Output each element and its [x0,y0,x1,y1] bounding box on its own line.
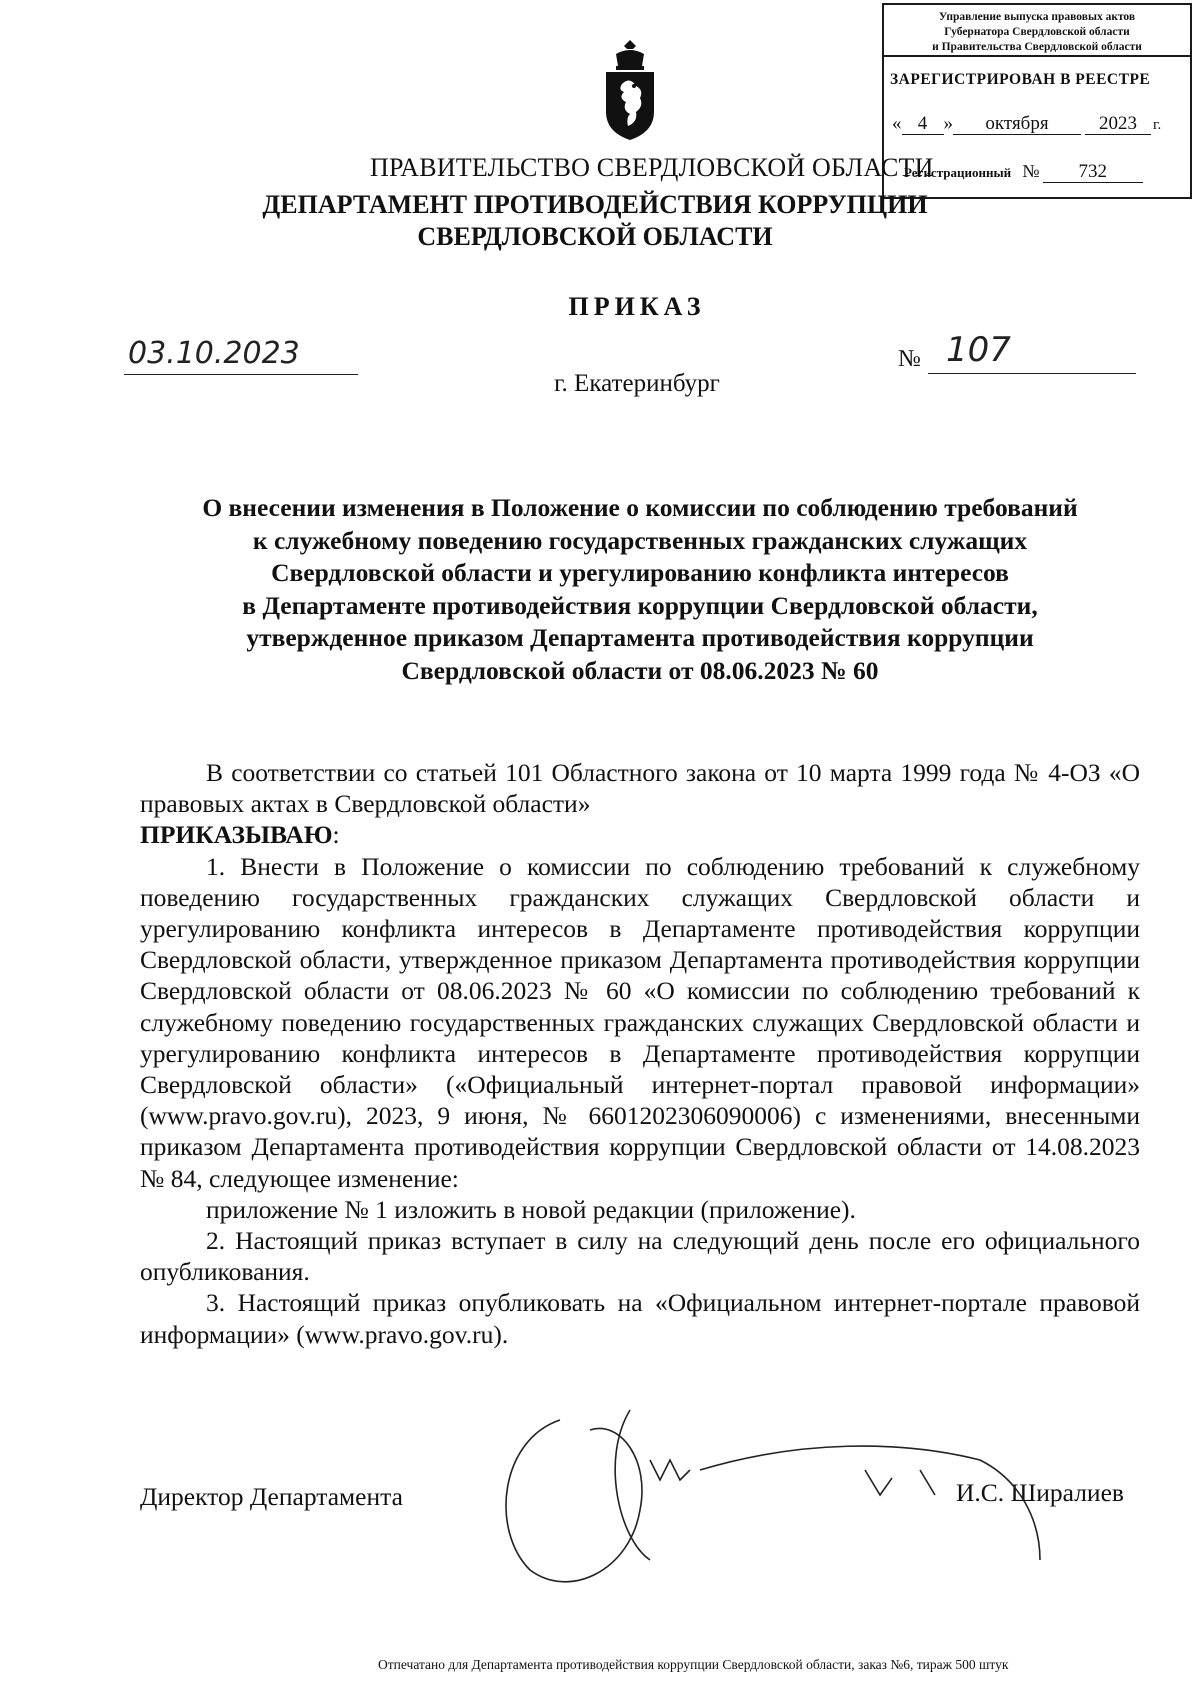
handwritten-signature [480,1400,1080,1600]
title-line: в Департаменте противодействия коррупции Свердловской области, [242,590,1038,620]
stamp-year: 2023 [1085,114,1151,135]
preamble: В соответствии со статьей 101 Областного закона от 10 марта 1999 года № 4-ОЗ «О правовых актах в Свердловской области» [140,758,1140,819]
print-info-footer: Отпечатано для Департамента противодействия коррупции Свердловской области, заказ №6, тираж 500 штук [378,1657,1009,1672]
item-1-sub: приложение № 1 изложить в новой редакции (приложение). [206,1194,856,1224]
signatory-name: И.С. Ширалиев [956,1478,1124,1507]
order-colon: : [332,820,340,850]
order-number: 107 [946,330,1011,370]
stamp-quote-close: » [943,113,953,134]
stamp-date-row [892,113,1190,135]
order-number-sign: № [898,346,921,372]
stamp-year-suffix: г. [1153,117,1162,133]
stamp-reg-label: Регистрационный [904,165,1012,180]
coat-of-arms-emblem [600,40,660,142]
title-line: Свердловской области от 08.06.2023 № 60 [401,655,879,685]
document-title [120,492,1160,687]
city: г. Екатеринбург [554,370,720,397]
title-line: к служебному поведению государственных гражданских служащих [252,525,1028,555]
document-body [140,757,1140,1350]
stamp-header-line: и Правительства Свердловской области [932,41,1142,53]
order-date: 03.10.2023 [128,336,300,371]
stamp-header-line: Управление выпуска правовых актов [938,11,1136,23]
stamp-header [884,5,1190,57]
title-line: Свердловской области и урегулированию конфликта интересов [271,558,1009,587]
stamp-day: 4 [902,114,944,135]
title-line: О внесении изменения в Положение о комиссии по соблюдению требований [202,493,1078,522]
department-name-line1: ДЕПАРТАМЕНТ ПРОТИВОДЕЙСТВИЯ КОРРУПЦИИ [262,190,928,219]
signatory-position: Директор Департамента [140,1482,403,1511]
item-3: 3. Настоящий приказ опубликовать на «Официальном интернет-портале правовой информации» (www.pravo.gov.ru). [140,1288,1140,1349]
order-number-field [898,330,1138,374]
government-name: ПРАВИТЕЛЬСТВО СВЕРДЛОВСКОЙ ОБЛАСТИ [370,153,934,182]
item-2: 2. Настоящий приказ вступает в силу на следующий день после его официального опубликования. [140,1226,1140,1287]
stamp-month: октября [953,114,1081,135]
order-clause [140,819,1140,850]
stamp-registered-label: ЗАРЕГИСТРИРОВАН В РЕЕСТРЕ [890,71,1151,88]
order-word: ПРИКАЗЫВАЮ [140,820,333,850]
title-line: утвержденное приказом Департамента противодействия коррупции [246,623,1034,652]
department-name-line2: СВЕРДЛОВСКОЙ ОБЛАСТИ [417,222,773,251]
stamp-number-sign: № [1022,161,1040,181]
document-type: ПРИКАЗ [568,292,706,321]
item-1: 1. Внести в Положение о комиссии по соблюдению требований к служебному поведению государственных гражданских служащих Свердловской области и урегулированию конфликта интересов в Департаменте противодействия коррупции Свердловской области, утвержденное приказом Департамента противодействия коррупции Свердловской области от 08.06.2023 № 60 «О комиссии по соблюдению требований к служебному поведению государственных гражданских служащих Свердловской области и урегулированию конфликта интересов в Департаменте противодействия коррупции Свердловской области» («Официальный интернет-портал правовой информации» (www.pravo.gov.ru), 2023, 9 июня, № 6601202306090006) с изменениями, внесенными приказом Департамента противодействия коррупции Свердловской области от 14.08.2023 № 84, следующее изменение: [140,851,1140,1193]
stamp-header-line: Губернатора Свердловской области [944,26,1130,38]
stamp-reg-number: 732 [1043,162,1143,183]
stamp-quote-open: « [892,113,902,134]
stamp-number-row [904,161,1184,183]
